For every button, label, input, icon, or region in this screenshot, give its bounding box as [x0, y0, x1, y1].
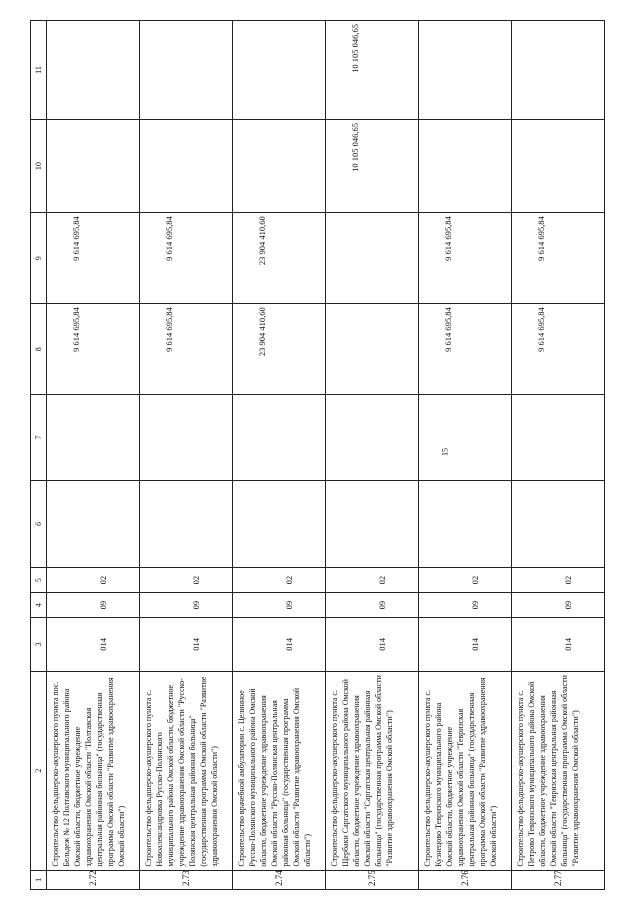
row-col-8: 9 614 695,84 — [512, 304, 605, 395]
row-col-11: 10 105 046,65 — [326, 21, 419, 120]
row-code-4: 09 — [512, 593, 605, 618]
row-code-5: 02 — [326, 568, 419, 593]
row-code-4: 09 — [419, 593, 512, 618]
row-code-5: 02 — [47, 568, 140, 593]
row-col-9 — [326, 213, 419, 304]
header-row — [31, 21, 47, 890]
row-code-3: 014 — [512, 618, 605, 671]
row-code-5: 02 — [419, 568, 512, 593]
row-number: 2.72 — [47, 870, 140, 889]
page-number: 15 — [440, 448, 450, 456]
row-col-6 — [233, 480, 326, 568]
col-header: 6 — [31, 480, 47, 568]
row-col-6 — [326, 480, 419, 568]
table-row — [47, 21, 140, 890]
row-col-7 — [326, 395, 419, 480]
row-col-6 — [140, 480, 233, 568]
row-col-11 — [140, 21, 233, 120]
row-number: 2.75 — [326, 870, 419, 889]
row-col-10 — [512, 120, 605, 213]
row-description: Строительство фельдшерско-акушерского пункта пос. Бельдеж № 12 Полтавского муниципального района Омской области, бюджетное учреждение здравоохранения Омской области "Полтавская центральная районная больница" (государственная программа Омской области "Развитие здравоохранения Омской области") — [47, 671, 140, 870]
row-col-9: 9 614 695,84 — [140, 213, 233, 304]
row-description: Строительство фельдшерско-акушерского пункта с. Кузнецово Тевризского муниципального района Омской области, бюджетное учреждение здравоохранения Омской области "Тевризская центральная районная больница" (государственная программа Омской области "Развитие здравоохранения Омской области") — [419, 671, 512, 870]
row-col-9: 23 904 410,60 — [233, 213, 326, 304]
row-code-3: 014 — [233, 618, 326, 671]
row-code-4: 09 — [47, 593, 140, 618]
row-col-8 — [326, 304, 419, 395]
row-col-8: 9 614 695,84 — [140, 304, 233, 395]
row-col-10 — [47, 120, 140, 213]
table-row — [512, 21, 605, 890]
row-col-8: 9 614 695,84 — [419, 304, 512, 395]
row-code-3: 014 — [140, 618, 233, 671]
row-code-5: 02 — [512, 568, 605, 593]
row-col-7 — [419, 395, 512, 480]
row-col-9: 9 614 695,84 — [512, 213, 605, 304]
row-col-9: 9 614 695,84 — [419, 213, 512, 304]
table-row — [233, 21, 326, 890]
row-number: 2.73 — [140, 870, 233, 889]
col-header: 11 — [31, 21, 47, 120]
row-col-9: 9 614 695,84 — [47, 213, 140, 304]
row-col-10: 10 105 046,65 — [326, 120, 419, 213]
row-col-8: 9 614 695,84 — [47, 304, 140, 395]
rotated-page — [30, 20, 605, 890]
col-header: 7 — [31, 395, 47, 480]
row-description: Строительство фельдшерско-акушерского пункта с. Новоалександровка Русско-Полянского муниципального района Омской области, бюджетное учреждение здравоохранения Омской области "Русско-Полянская центральная районная больница" (государственная программа Омской области "Развитие здравоохранения Омской области") — [140, 671, 233, 870]
col-header: 4 — [31, 593, 47, 618]
budget-table — [30, 20, 605, 890]
table-row — [326, 21, 419, 890]
row-code-4: 09 — [326, 593, 419, 618]
row-col-10 — [233, 120, 326, 213]
col-header: 1 — [31, 870, 47, 889]
row-description: Строительство фельдшерско-акушерского пункта с. Щербаки Саргатского муниципального района Омской области, бюджетное учреждение здравоохранения Омской области "Саргатская центральная районная больница" (государственная программа Омской области "Развитие здравоохранения Омской области") — [326, 671, 419, 870]
row-code-4: 09 — [233, 593, 326, 618]
row-col-7 — [47, 395, 140, 480]
row-col-7 — [233, 395, 326, 480]
row-col-11 — [233, 21, 326, 120]
table-row — [140, 21, 233, 890]
row-col-7 — [512, 395, 605, 480]
table-row — [419, 21, 512, 890]
col-header: 8 — [31, 304, 47, 395]
row-number: 2.77 — [512, 870, 605, 889]
row-description: Строительство врачебной амбулатории с. Целинное Русско-Полянского муниципального района Омской области, бюджетное учреждение здравоохранения Омской области "Русско-Полянская центральная районная больница" (государственная программа Омской области "Развитие здравоохранения Омской области") — [233, 671, 326, 870]
row-code-4: 09 — [140, 593, 233, 618]
row-number: 2.76 — [419, 870, 512, 889]
row-code-3: 014 — [419, 618, 512, 671]
row-col-11 — [419, 21, 512, 120]
row-col-6 — [47, 480, 140, 568]
row-description: Строительство фельдшерско-акушерского пункта с. Петрово Тевризского муниципального района Омской области, бюджетное учреждение здравоохранения Омской области "Тевризская центральная районная больница" (государственная программа Омской области "Развитие здравоохранения Омской области") — [512, 671, 605, 870]
col-header: 5 — [31, 568, 47, 593]
row-col-11 — [512, 21, 605, 120]
col-header: 9 — [31, 213, 47, 304]
row-code-3: 014 — [47, 618, 140, 671]
row-col-6 — [419, 480, 512, 568]
row-col-10 — [140, 120, 233, 213]
row-col-6 — [512, 480, 605, 568]
row-code-5: 02 — [233, 568, 326, 593]
row-code-3: 014 — [326, 618, 419, 671]
row-col-10 — [419, 120, 512, 213]
col-header: 10 — [31, 120, 47, 213]
row-col-8: 23 904 410,60 — [233, 304, 326, 395]
row-col-7 — [140, 395, 233, 480]
col-header: 2 — [31, 671, 47, 870]
row-code-5: 02 — [140, 568, 233, 593]
row-number: 2.74 — [233, 870, 326, 889]
col-header: 3 — [31, 618, 47, 671]
row-col-11 — [47, 21, 140, 120]
